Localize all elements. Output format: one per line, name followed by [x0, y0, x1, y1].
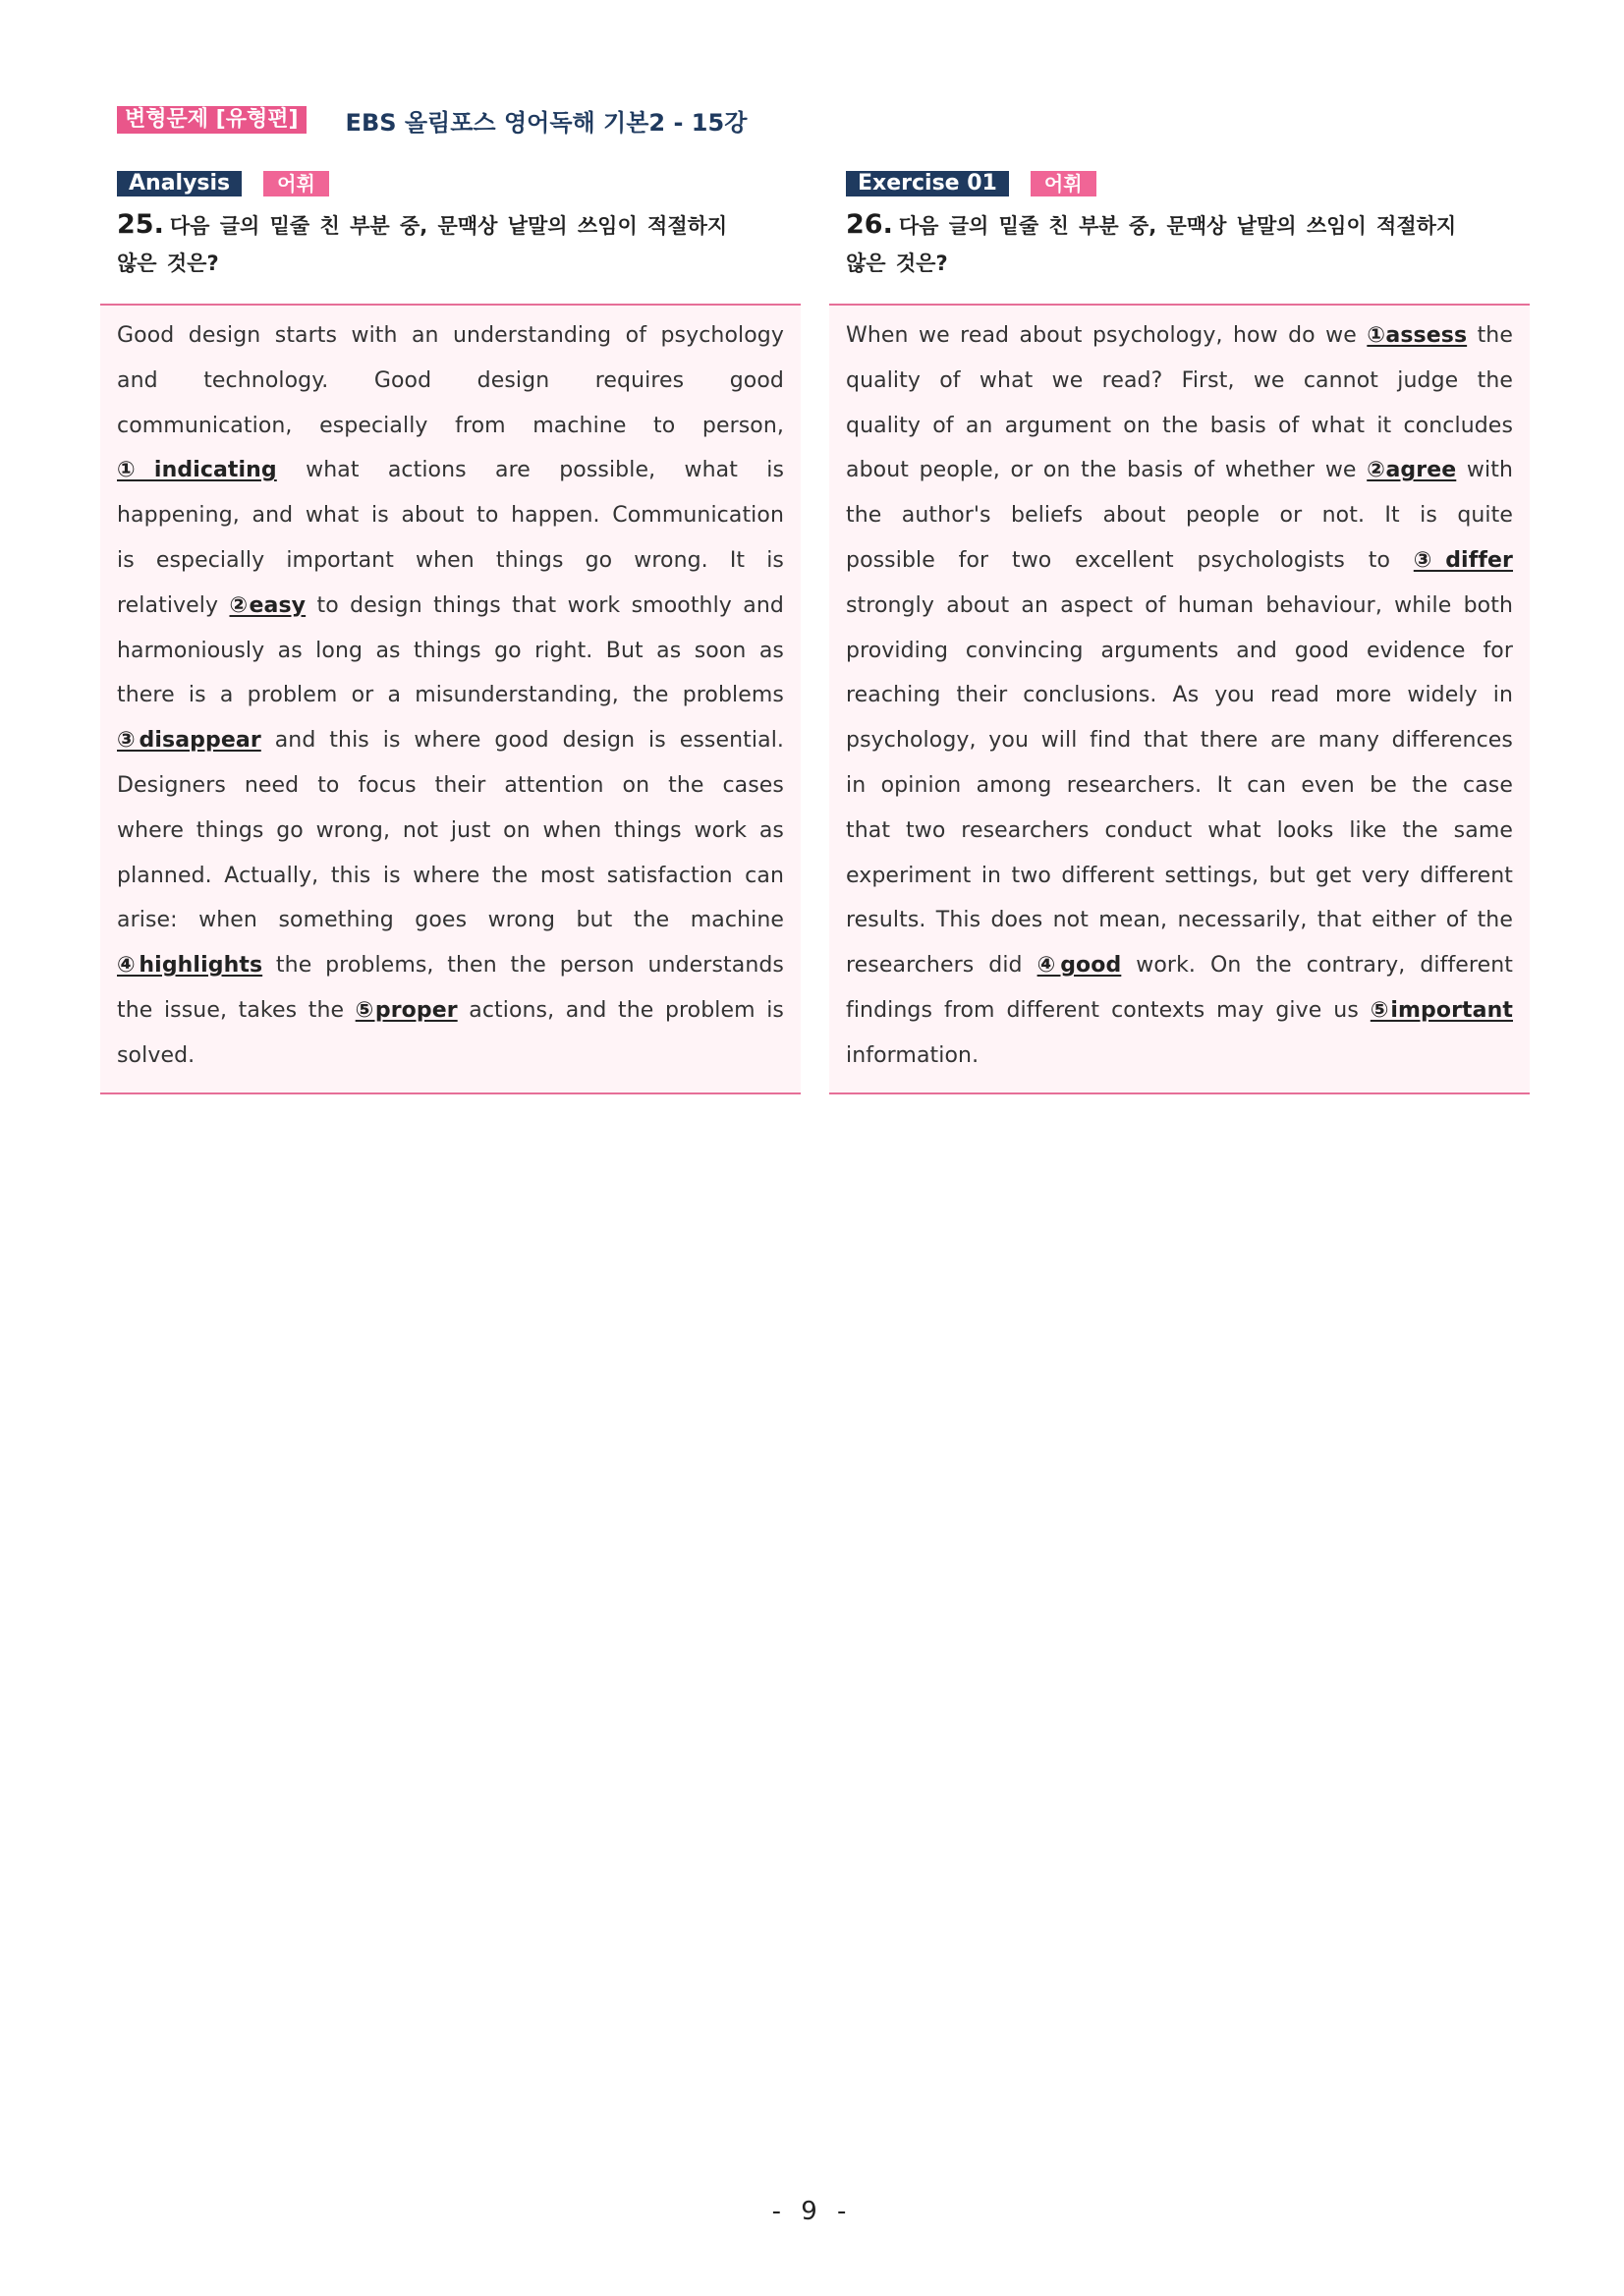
passage-segment: to design things that work smoothly and harmoniously as long as things go right. But as soon as there is a problem or a misunderstanding, the problems — [117, 592, 784, 708]
underlined-choice-4: ④good — [1036, 953, 1122, 979]
passage-segment: actions, and the problem is solved. — [117, 997, 784, 1068]
left-badge-row — [100, 171, 801, 196]
page-number: - 9 - — [771, 2197, 853, 2226]
passage-text — [117, 313, 784, 1079]
passage-segment: strongly about an aspect of human behaviour, while both providing convincing arguments and good evidence for reaching their conclusions. As you read more widely in psychology, you will find that there are many differences in opinion among researchers. It can even be the case that two researchers conduct what looks like the same experiment in two different settings, but get very different results. This does not mean, necessarily, that either of the researchers did — [846, 592, 1513, 979]
page-header — [117, 102, 747, 138]
underlined-choice-5: ⑤proper — [355, 997, 458, 1023]
passage-box — [829, 304, 1530, 1094]
passage-box — [100, 304, 801, 1094]
underlined-choice-4: ④highlights — [117, 953, 263, 979]
question-text-line1: 다음 글의 밑줄 친 부분 중, 문맥상 낱말의 쓰임이 적절하지 — [169, 214, 728, 238]
underlined-choice-5: ⑤important — [1370, 997, 1513, 1023]
page-title: EBS 올림포스 영어독해 기본2 - 15강 — [345, 108, 748, 137]
passage-segment: what actions are possible, what is happening, and what is about to happen. Communication is especially important when things go wrong. It is relatively — [117, 458, 785, 618]
question-26 — [829, 206, 1530, 281]
underlined-choice-2: ②easy — [229, 592, 307, 618]
underlined-choice-3: ③disappear — [117, 728, 261, 754]
passage-segment: Good design starts with an understanding of psychology and technology. Good design requires good communication, especially from machine to person, — [117, 323, 784, 438]
passage-segment: work. On the contrary, different findings from different contexts may give us — [846, 953, 1513, 1023]
passage-segment: the problems, then the person understands the issue, takes the — [117, 953, 784, 1023]
right-column — [829, 171, 1530, 1094]
analysis-badge: Analysis — [117, 171, 242, 196]
underlined-choice-1: ①indicating — [117, 458, 277, 483]
passage-text — [846, 313, 1513, 1079]
exercise-badge: Exercise 01 — [846, 171, 1009, 196]
passage-segment: and this is where good design is essential. Designers need to focus their attention on the cases where things go wrong, not just on when things work as planned. Actually, this is where the most satisfaction can arise: when something goes wrong but the machine — [117, 728, 785, 933]
left-column — [100, 171, 801, 1094]
underlined-choice-2: ②agree — [1367, 458, 1457, 483]
underlined-choice-1: ①assess — [1367, 323, 1468, 348]
question-text-line2: 않은 것은? — [117, 252, 219, 275]
passage-segment: with the author's beliefs about people or not. It is quite possible for two excellent psychologists to — [846, 458, 1514, 573]
passage-segment: information. — [846, 1042, 980, 1068]
question-number: 25. — [117, 209, 164, 240]
question-text-line2: 않은 것은? — [846, 252, 948, 275]
question-25 — [100, 206, 801, 281]
underlined-choice-3: ③differ — [1413, 547, 1514, 573]
vocabulary-tag: 어휘 — [263, 171, 329, 196]
section-label: 변형문제 [유형편] — [117, 106, 307, 134]
question-number: 26. — [846, 209, 893, 240]
question-text-line1: 다음 글의 밑줄 친 부분 중, 문맥상 낱말의 쓰임이 적절하지 — [898, 214, 1457, 238]
passage-segment: When we read about psychology, how do we — [846, 323, 1368, 348]
right-badge-row — [829, 171, 1530, 196]
vocabulary-tag: 어휘 — [1031, 171, 1096, 196]
passage-segment: the quality of what we read? First, we cannot judge the quality of an argument on the basis of what it concludes about people, or on the basis of whether we — [846, 323, 1513, 483]
